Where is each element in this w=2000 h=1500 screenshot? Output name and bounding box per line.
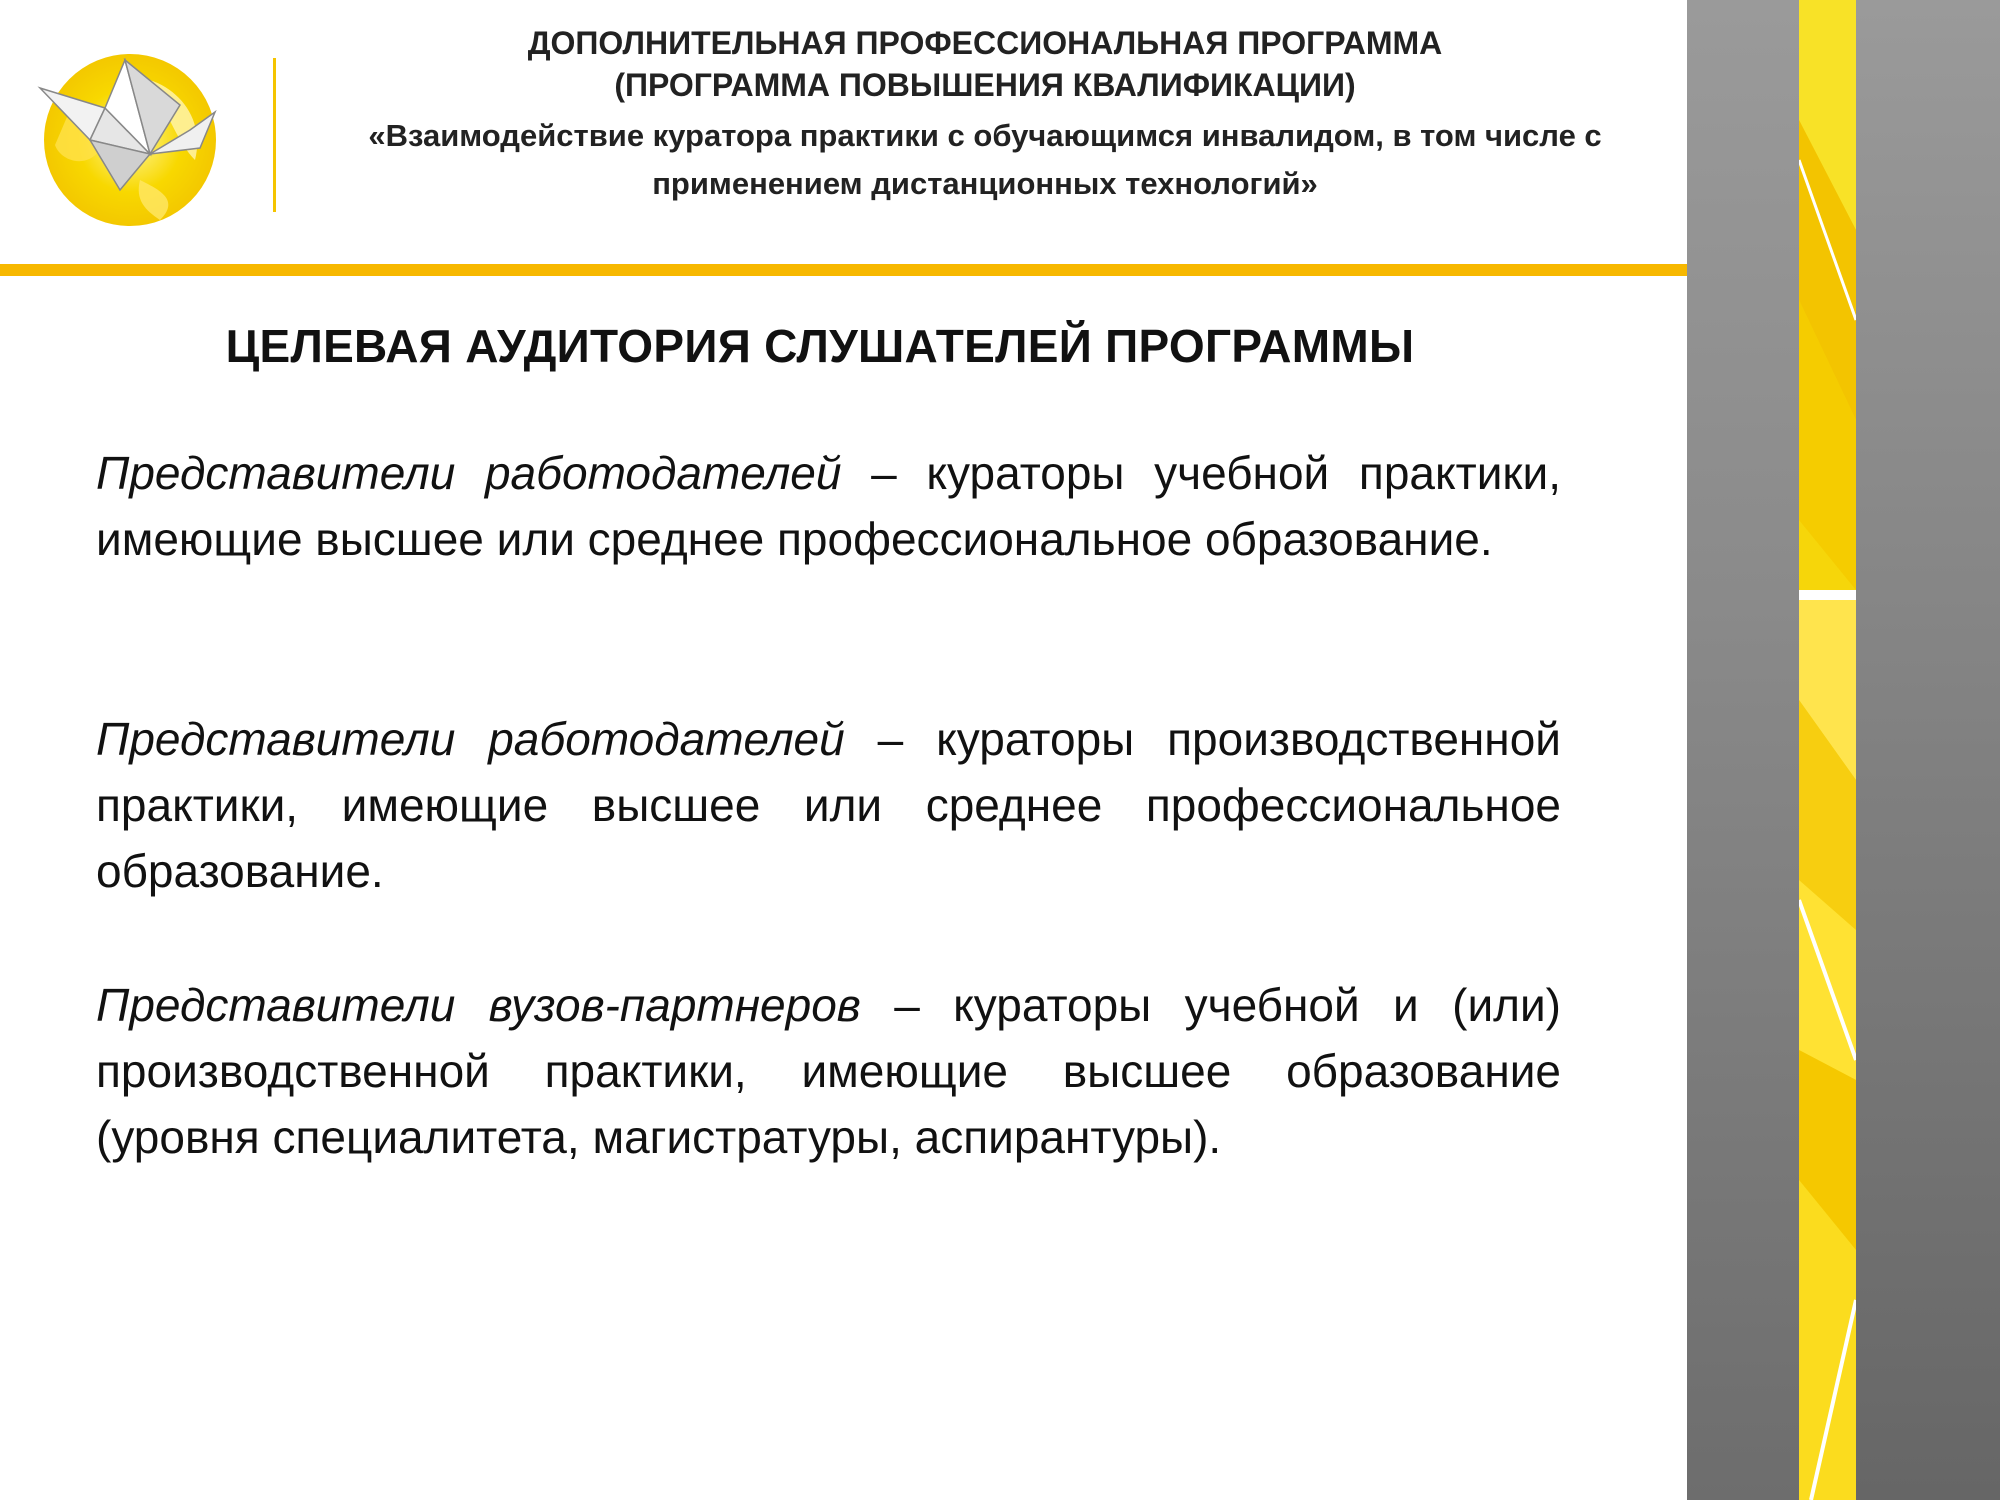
audience-description: – кураторы учебной практики, имеющие высшее или среднее профессиональное образование.	[96, 447, 1561, 565]
audience-lead: Представители вузов-партнеров	[96, 979, 861, 1031]
side-panel-gray	[1687, 0, 1799, 1500]
side-panel-yellow	[1799, 0, 1856, 1500]
program-type: ДОПОЛНИТЕЛЬНАЯ ПРОФЕССИОНАЛЬНАЯ ПРОГРАММА	[527, 25, 1443, 61]
audience-paragraph-3	[96, 972, 1561, 1170]
program-header	[340, 22, 1630, 208]
audience-description: – кураторы производственной практики, имеющие высшее или среднее профессиональное образование.	[96, 713, 1561, 897]
program-kind: (ПРОГРАММА ПОВЫШЕНИЯ КВАЛИФИКАЦИИ)	[614, 67, 1356, 103]
origami-bird-logo-icon	[30, 50, 250, 230]
header-rule	[0, 264, 1800, 276]
audience-lead: Представители работодателей	[96, 713, 845, 765]
header-divider	[273, 58, 276, 212]
audience-paragraph-2	[96, 706, 1561, 904]
side-panel-gray-right	[1856, 0, 2000, 1500]
program-name: «Взаимодействие куратора практики с обучающимся инвалидом, в том числе с применением дистанционных технологий»	[368, 118, 1602, 201]
audience-lead: Представители работодателей	[96, 447, 842, 499]
slide-title: ЦЕЛЕВАЯ АУДИТОРИЯ СЛУШАТЕЛЕЙ ПРОГРАММЫ	[225, 320, 1415, 372]
audience-paragraph-1	[96, 440, 1561, 572]
audience-description: – кураторы учебной и (или) производственной практики, имеющие высшее образование (уровня специалитета, магистратуры, аспирантуры).	[96, 979, 1562, 1163]
